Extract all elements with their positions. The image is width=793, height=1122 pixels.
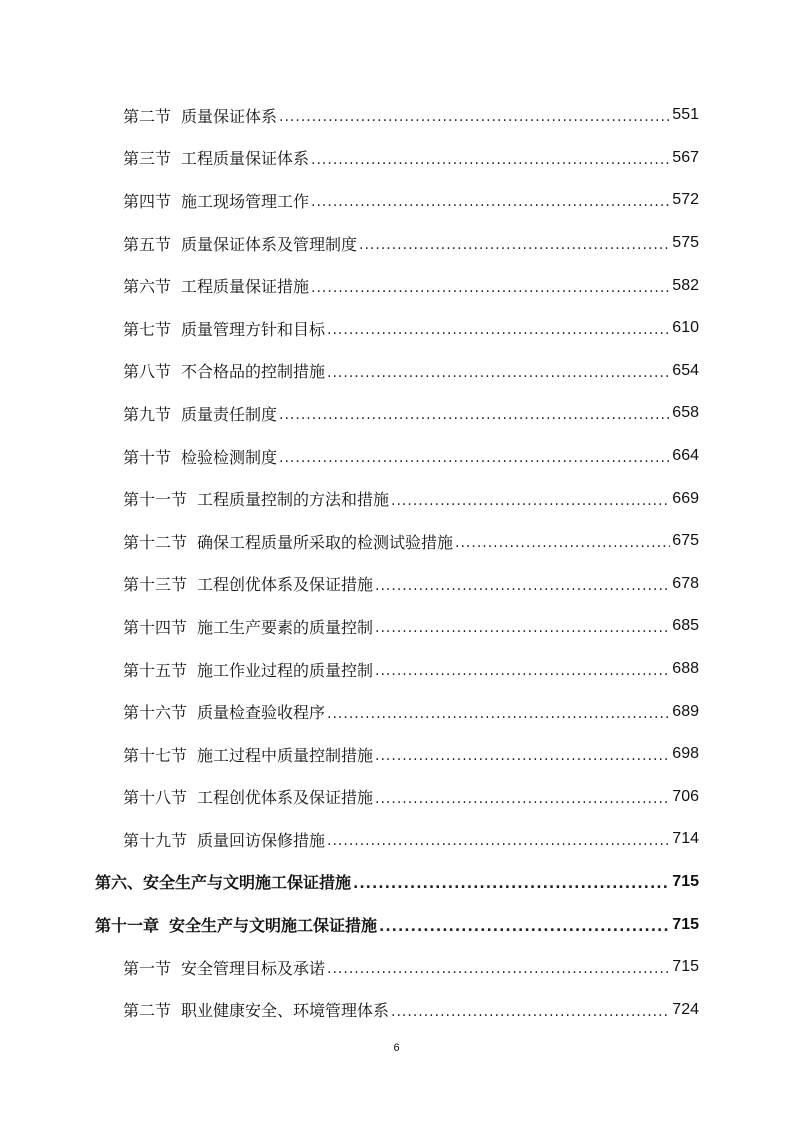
toc-section-entry[interactable] [0, 946, 699, 989]
toc-dot-leader [279, 407, 670, 423]
toc-entry-page: 669 [672, 489, 699, 507]
toc-entry-title: 质量管理方针和目标 [181, 319, 326, 339]
toc-dot-leader [279, 450, 670, 466]
toc-entry-title: 工程质量保证措施 [181, 277, 310, 297]
toc-entry-number: 第十一章 [95, 916, 160, 936]
toc-section-entry[interactable] [0, 350, 699, 393]
toc-section-entry[interactable] [0, 392, 699, 435]
toc-entry-title: 安全管理目标及承诺 [181, 958, 326, 978]
toc-entry-number: 第九节 [123, 404, 172, 424]
toc-entry-title: 工程质量控制的方法和措施 [197, 490, 390, 510]
toc-section-entry[interactable] [0, 435, 699, 478]
toc-section-entry[interactable] [0, 137, 699, 180]
toc-dot-leader [375, 663, 670, 679]
toc-entry-number: 第十七节 [123, 745, 188, 765]
toc-section-entry[interactable] [0, 520, 699, 563]
toc-dot-leader [311, 194, 670, 210]
toc-section-entry[interactable] [0, 477, 699, 520]
toc-entry-number: 第三节 [123, 149, 172, 169]
toc-section-entry[interactable] [0, 733, 699, 776]
toc-entry-title: 质量检查验收程序 [197, 703, 326, 723]
toc-entry-number: 第二节 [123, 1001, 172, 1021]
toc-entry-page: 688 [672, 660, 699, 678]
toc-entry-title: 施工过程中质量控制措施 [197, 745, 374, 765]
toc-entry-title: 施工作业过程的质量控制 [197, 660, 374, 680]
toc-entry-title: 检验检测制度 [181, 447, 278, 467]
toc-entry-title: 施工生产要素的质量控制 [197, 617, 374, 637]
toc-entry-page: 572 [672, 191, 699, 209]
toc-entry-number: 第五节 [123, 234, 172, 254]
toc-entry-page: 724 [672, 1000, 699, 1018]
toc-entry-number: 第十八节 [123, 788, 188, 808]
toc-entry-page: 664 [672, 447, 699, 465]
toc-entry-number: 第十六节 [123, 703, 188, 723]
toc-entry-number: 第四节 [123, 191, 172, 211]
toc-section-entry[interactable] [0, 776, 699, 819]
toc-section-entry[interactable] [0, 605, 699, 648]
toc-entry-number: 第七节 [123, 319, 172, 339]
toc-dot-leader [375, 791, 670, 807]
toc-entry-title: 第六、安全生产与文明施工保证措施 [95, 873, 352, 893]
toc-section-entry[interactable] [0, 307, 699, 350]
toc-entry-number: 第八节 [123, 362, 172, 382]
toc-dot-leader [327, 961, 670, 977]
toc-entry-number: 第一节 [123, 958, 172, 978]
toc-entry-title: 职业健康安全、环境管理体系 [181, 1001, 390, 1021]
toc-dot-leader [327, 833, 670, 849]
toc-entry-page: 689 [672, 702, 699, 720]
toc-section-entry[interactable] [0, 563, 699, 606]
toc-entry-page: 715 [672, 915, 699, 933]
toc-entry-page: 575 [672, 234, 699, 252]
toc-dot-leader [353, 876, 670, 892]
toc-section-entry[interactable] [0, 690, 699, 733]
toc-chapter-entry[interactable] [0, 903, 699, 946]
toc-dot-leader [379, 919, 670, 935]
toc-entry-number: 第十二节 [123, 532, 188, 552]
toc-entry-page: 678 [672, 574, 699, 592]
toc-section-entry[interactable] [0, 988, 699, 1031]
toc-entry-title: 质量回访保修措施 [197, 830, 326, 850]
toc-entry-number: 第十四节 [123, 617, 188, 637]
toc-entry-number: 第十三节 [123, 575, 188, 595]
toc-section-entry[interactable] [0, 264, 699, 307]
toc-dot-leader [279, 109, 670, 125]
toc-entry-number: 第十五节 [123, 660, 188, 680]
toc-entry-title: 工程质量保证体系 [181, 149, 310, 169]
toc-dot-leader [375, 748, 670, 764]
toc-section-entry[interactable] [0, 94, 699, 137]
toc-entry-page: 610 [672, 319, 699, 337]
toc-dot-leader [311, 280, 670, 296]
toc-dot-leader [391, 1004, 670, 1020]
toc-dot-leader [327, 322, 670, 338]
toc-entry-title: 质量责任制度 [181, 404, 278, 424]
toc-chapter-entry[interactable] [0, 861, 699, 904]
toc-dot-leader [375, 578, 670, 594]
toc-entry-page: 706 [672, 787, 699, 805]
toc-entry-page: 714 [672, 830, 699, 848]
toc-entry-page: 715 [672, 872, 699, 890]
toc-dot-leader [311, 152, 670, 168]
toc-section-entry[interactable] [0, 179, 699, 222]
toc-entry-title: 工程创优体系及保证措施 [197, 575, 374, 595]
toc-entry-number: 第十九节 [123, 830, 188, 850]
toc-entry-page: 582 [672, 276, 699, 294]
toc-entry-title: 确保工程质量所采取的检测试验措施 [197, 532, 454, 552]
toc-entry-number: 第六节 [123, 277, 172, 297]
toc-entry-page: 685 [672, 617, 699, 635]
toc-section-entry[interactable] [0, 818, 699, 861]
toc-entry-title: 工程创优体系及保证措施 [197, 788, 374, 808]
toc-entry-title: 施工现场管理工作 [181, 191, 310, 211]
toc-entry-page: 675 [672, 532, 699, 550]
toc-dot-leader [375, 620, 670, 636]
page-number: 6 [393, 1042, 400, 1054]
toc-dot-leader [327, 706, 670, 722]
toc-entry-number: 第十节 [123, 447, 172, 467]
toc-entry-page: 715 [672, 958, 699, 976]
toc-entry-page: 658 [672, 404, 699, 422]
toc-entry-title: 质量保证体系 [181, 106, 278, 126]
toc-dot-leader [455, 535, 670, 551]
toc-section-entry[interactable] [0, 648, 699, 691]
toc-dot-leader [359, 237, 670, 253]
toc-entry-page: 551 [672, 106, 699, 124]
toc-entry-page: 567 [672, 148, 699, 166]
toc-entry-title: 不合格品的控制措施 [181, 362, 326, 382]
toc-dot-leader [327, 365, 670, 381]
toc-dot-leader [391, 493, 670, 509]
toc-entry-title: 安全生产与文明施工保证措施 [169, 916, 378, 936]
toc-entry-number: 第二节 [123, 106, 172, 126]
toc-entry-title: 质量保证体系及管理制度 [181, 234, 358, 254]
toc-entry-page: 654 [672, 361, 699, 379]
toc-section-entry[interactable] [0, 222, 699, 265]
table-of-contents [0, 94, 793, 1031]
toc-entry-page: 698 [672, 745, 699, 763]
toc-entry-number: 第十一节 [123, 490, 188, 510]
